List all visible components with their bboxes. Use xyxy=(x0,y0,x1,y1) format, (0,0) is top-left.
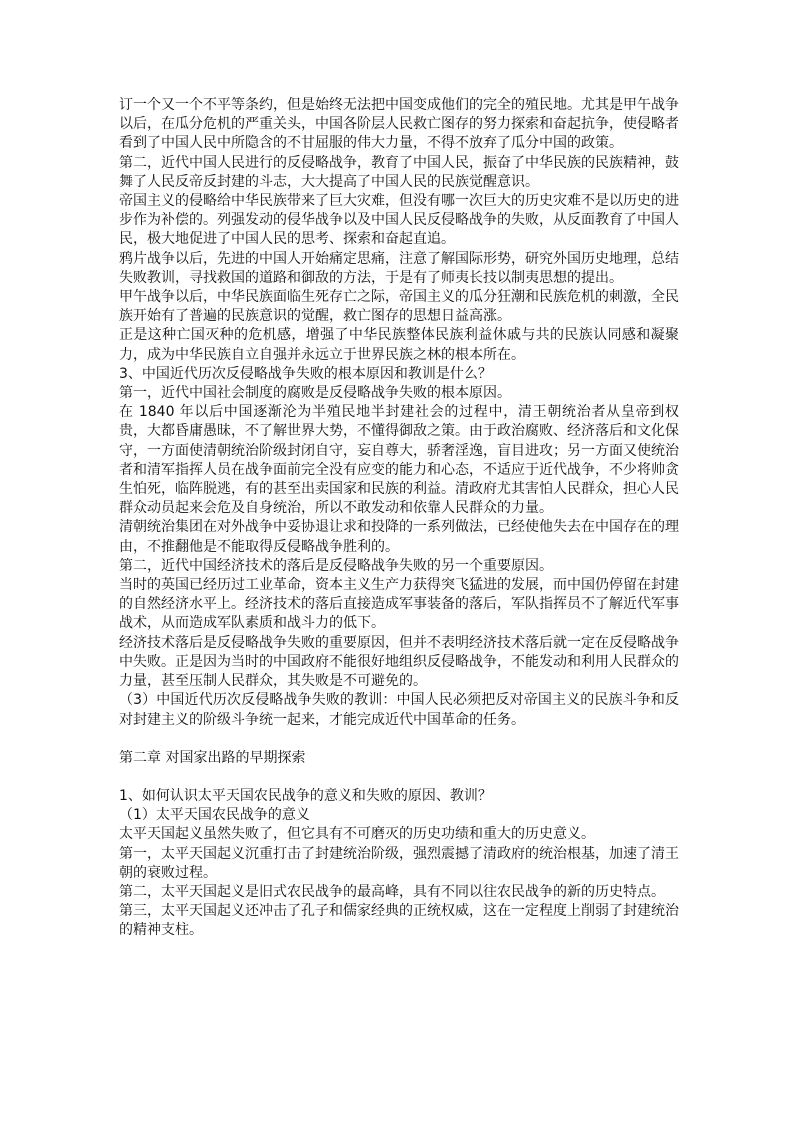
paragraph: 正是这种亡国灭种的危机感，增强了中华民族整体民族利益休戚与共的民族认同感和凝聚力，成为中华民族自立自强并永远立于世界民族之林的根本所在。 xyxy=(119,327,679,363)
paragraph: 清朝统治集团在对外战争中妥协退让求和投降的一系列做法，已经使他失去在中国存在的理由，不推翻他是不能取得反侵略战争胜利的。 xyxy=(119,519,679,555)
subheading: （1）太平天国农民战争的意义 xyxy=(119,807,310,824)
paragraph: 鸦片战争以后，先进的中国人开始痛定思痛，注意了解国际形势，研究外国历史地理，总结失败教训，寻找救国的道路和御敌的方法，于是有了师夷长技以制夷思想的提出。 xyxy=(119,250,679,286)
question-heading: 3、中国近代历次反侵略战争失败的根本原因和教训是什么？ xyxy=(119,365,492,382)
blank-line xyxy=(119,730,679,749)
paragraph: （3）中国近代历次反侵略战争失败的教训：中国人民必须把反对帝国主义的民族斗争和反对封建主义的阶级斗争统一起来，才能完成近代中国革命的任务。 xyxy=(119,692,679,728)
paragraph: 第二，太平天国起义是旧式农民战争的最高峰，具有不同以往农民战争的新的历史特点。 xyxy=(119,883,665,900)
chapter-title: 第二章 对国家出路的早期探索 xyxy=(119,749,306,766)
paragraph: 经济技术落后是反侵略战争失败的重要原因，但并不表明经济技术落后就一定在反侵略战争中失败。正是因为当时的中国政府不能很好地组织反侵略战争，不能发动和利用人民群众的力量，甚至压制人民群众，其失败是不可避免的。 xyxy=(119,634,679,690)
document-page xyxy=(119,96,679,941)
paragraph: 第一，近代中国社会制度的腐败是反侵略战争失败的根本原因。 xyxy=(119,385,511,402)
paragraph: 在 1840 年以后中国逐渐沦为半殖民地半封建社会的过程中，清王朝统治者从皇帝到权贵，大都昏庸愚昧，不了解世界大势，不懂得御敌之策。由于政治腐败、经济落后和文化保守，一方面使清朝统治阶级封闭自守，妄自尊大，骄奢淫逸，盲目进攻；另一方面又使统治者和清军指挥人员在战争面前完全没有应变的能力和心态，不适应于近代战争，不少将帅贪生怕死，临阵脱逃，有的甚至出卖国家和民族的利益。清政府尤其害怕人民群众，担心人民群众动员起来会危及自身统治，所以不敢发动和依靠人民群众的力量。 xyxy=(119,404,679,517)
paragraph: 第二，近代中国经济技术的落后是反侵略战争失败的另一个重要原因。 xyxy=(119,557,553,574)
paragraph: 第二，近代中国人民进行的反侵略战争，教育了中国人民，振奋了中华民族的民族精神，鼓舞了人民反帝反封建的斗志，大大提高了中国人民的民族觉醒意识。 xyxy=(119,154,679,190)
question-heading: 1、如何认识太平天国农民战争的意义和失败的原因、教训？ xyxy=(119,787,492,804)
blank-line xyxy=(119,768,679,787)
paragraph: 第一，太平天国起义沉重打击了封建统治阶级，强烈震撼了清政府的统治根基，加速了清王朝的衰败过程。 xyxy=(119,845,679,881)
paragraph: 太平天国起义虽然失败了，但它具有不可磨灭的历史功绩和重大的历史意义。 xyxy=(119,826,595,843)
paragraph: 当时的英国已经历过工业革命，资本主义生产力获得突飞猛进的发展，而中国仍停留在封建的自然经济水平上。经济技术的落后直接造成军事装备的落后，军队指挥员不了解近代军事战术，从而造成军队素质和战斗力的低下。 xyxy=(119,577,679,632)
paragraph: 第三，太平天国起义还冲击了孔子和儒家经典的正统权威，这在一定程度上削弱了封建统治的精神支柱。 xyxy=(119,903,679,939)
paragraph: 帝国主义的侵略给中华民族带来了巨大灾难，但没有哪一次巨大的历史灾难不是以历史的进步作为补偿的。列强发动的侵华战争以及中国人民反侵略战争的失败，从反面教育了中国人民，极大地促进了中国人民的思考、探索和奋起直追。 xyxy=(119,193,679,248)
paragraph: 甲午战争以后，中华民族面临生死存亡之际，帝国主义的瓜分狂潮和民族危机的刺激，全民族开始有了普遍的民族意识的觉醒，救亡图存的思想日益高涨。 xyxy=(119,289,679,325)
paragraph: 订一个又一个不平等条约，但是始终无法把中国变成他们的完全的殖民地。尤其是甲午战争以后，在瓜分危机的严重关头，中国各阶层人民救亡图存的努力探索和奋起抗争，使侵略者看到了中国人民中所隐含的不甘屈服的伟大力量，不得不放弃了瓜分中国的政策。 xyxy=(119,97,679,152)
